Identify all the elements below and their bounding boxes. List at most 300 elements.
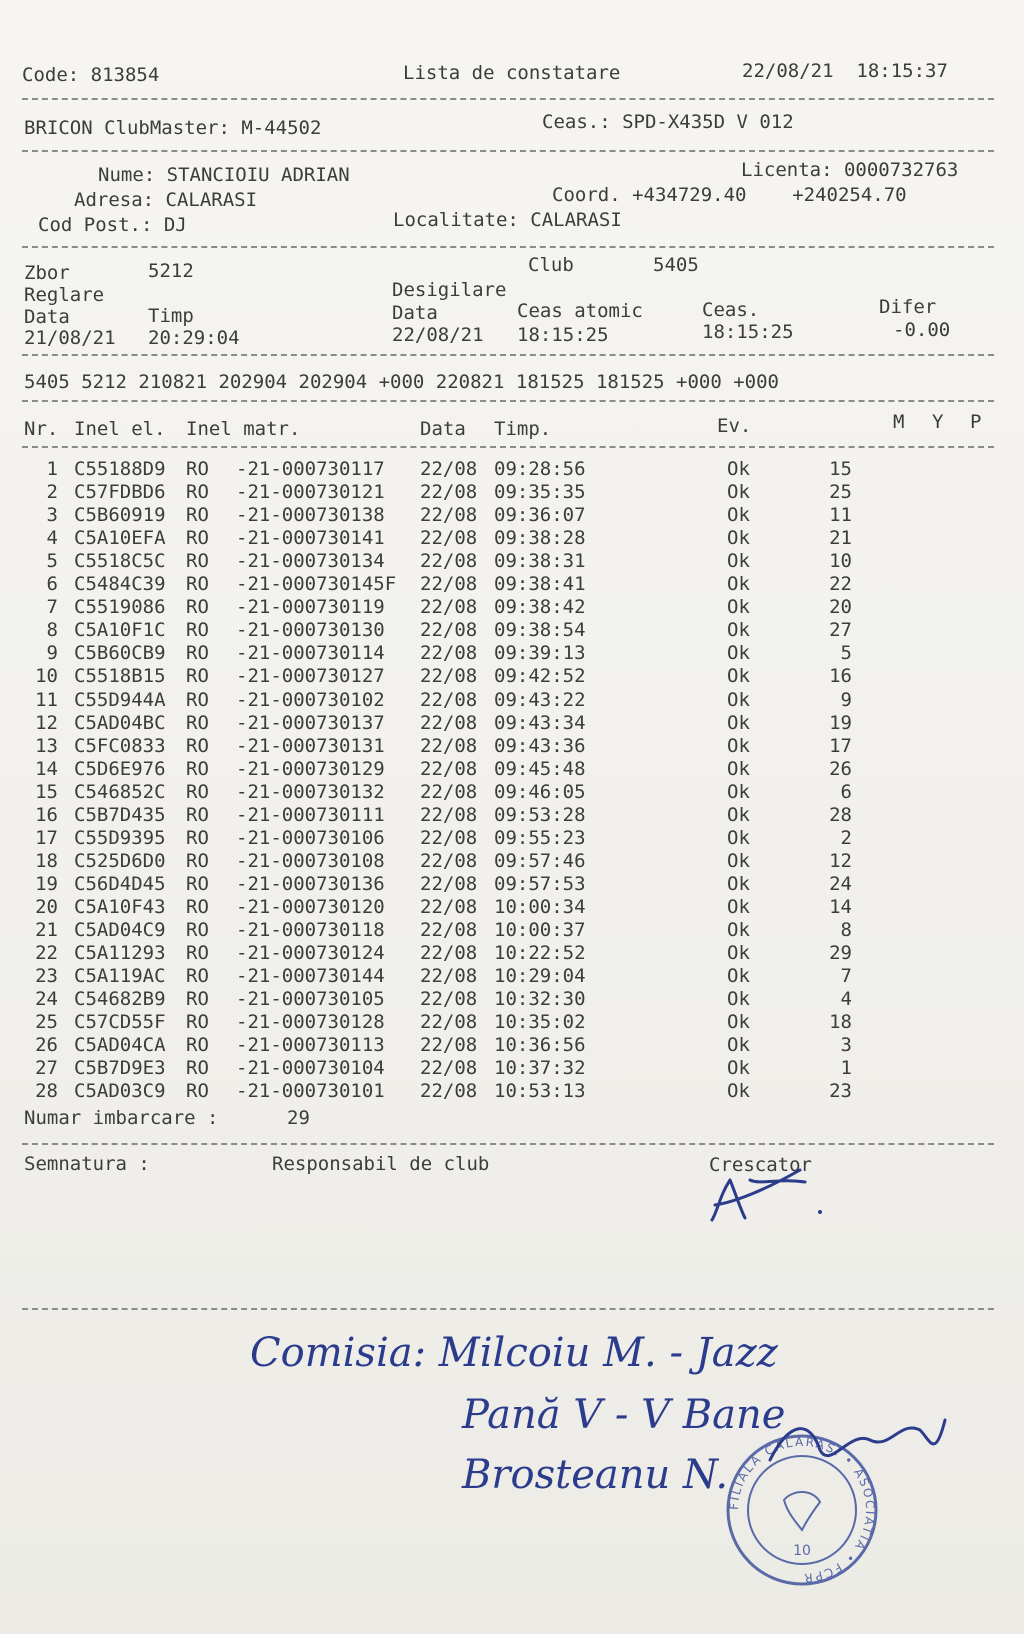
ring-number: -21-000730138 (236, 504, 385, 527)
country-code: RO (186, 619, 209, 642)
arrival-date: 22/08 (420, 757, 478, 780)
electronic-ring: C5519086 (74, 596, 166, 619)
arrival-time: 09:42:52 (494, 665, 586, 688)
country-code: RO (186, 734, 209, 757)
electronic-ring: C5AD04CA (74, 1034, 166, 1057)
breeder-label: Crescator (709, 1154, 812, 1176)
arrival-time: 10:29:04 (494, 965, 586, 988)
position: 11 (829, 504, 852, 527)
arrival-date: 22/08 (420, 573, 478, 596)
desigilare-label: Desigilare (392, 279, 507, 301)
row-number: 20 (35, 895, 58, 918)
arrival-time: 09:38:42 (494, 596, 586, 619)
country-code: RO (186, 988, 209, 1011)
breeder-signature-icon (690, 1160, 830, 1230)
country-code: RO (186, 965, 209, 988)
arrival-date: 22/08 (420, 527, 478, 550)
position: 1 (840, 1057, 852, 1080)
ring-number: -21-000730117 (236, 458, 385, 480)
receipt-title: Lista de constatare (403, 62, 621, 84)
arrival-time: 09:36:07 (494, 504, 586, 527)
arrival-date: 22/08 (420, 942, 478, 965)
reglare-date: 21/08/21 (24, 327, 116, 349)
commission-line-2: Pană V - V Bane (462, 1392, 786, 1438)
table-row (0, 873, 1024, 896)
event-status: Ok (727, 849, 750, 872)
country-code: RO (186, 504, 209, 527)
arrival-date: 22/08 (420, 504, 478, 527)
electronic-ring: C5A10F43 (74, 895, 166, 918)
ring-number: -21-000730106 (236, 826, 385, 849)
country-code: RO (186, 1034, 209, 1057)
position: 10 (829, 550, 852, 573)
position: 19 (829, 711, 852, 734)
arrival-date: 22/08 (420, 826, 478, 849)
arrival-date: 22/08 (420, 711, 478, 734)
col-nr: Nr. (24, 418, 59, 440)
receipt-code: Code: 813854 (22, 64, 160, 86)
electronic-ring: C5A119AC (74, 965, 166, 988)
arrival-date: 22/08 (420, 665, 478, 688)
electronic-ring: C5518C5C (74, 550, 166, 573)
position: 8 (840, 919, 852, 941)
ring-number: -21-000730134 (236, 550, 385, 573)
ring-number: -21-000730104 (236, 1057, 385, 1080)
row-number: 17 (35, 826, 58, 849)
atomic-clock-label: Ceas atomic (517, 300, 643, 322)
position: 25 (829, 481, 852, 504)
divider (22, 354, 994, 356)
row-number: 12 (35, 711, 58, 734)
col-m: M (893, 411, 905, 433)
ring-number: -21-000730124 (236, 942, 385, 965)
signature-label: Semnatura : (24, 1153, 150, 1175)
row-number: 11 (35, 688, 58, 711)
clock-id: Ceas.: SPD-X435D V 012 (542, 111, 794, 133)
ring-number: -21-000730132 (236, 780, 385, 803)
electronic-ring: C525D6D0 (74, 849, 166, 872)
col-p: P (970, 411, 982, 433)
table-row (0, 573, 1024, 596)
position: 9 (840, 688, 852, 711)
col-inel-matr: Inel matr. (186, 418, 301, 440)
position: 27 (829, 619, 852, 642)
ring-number: -21-000730136 (236, 872, 385, 895)
table-row (0, 896, 1024, 919)
row-number: 1 (46, 458, 58, 480)
arrival-time: 09:53:28 (494, 803, 586, 826)
country-code: RO (186, 1011, 209, 1034)
electronic-ring: C5B7D9E3 (74, 1057, 166, 1080)
ring-number: -21-000730130 (236, 619, 385, 642)
arrival-time: 09:45:48 (494, 757, 586, 780)
table-row (0, 481, 1024, 504)
device-id: BRICON ClubMaster: M-44502 (24, 117, 322, 139)
arrival-time: 10:00:34 (494, 895, 586, 918)
row-number: 16 (35, 803, 58, 826)
table-row (0, 689, 1024, 712)
embark-count: 29 (287, 1107, 310, 1129)
event-status: Ok (727, 665, 750, 688)
electronic-ring: C5B60CB9 (74, 642, 166, 665)
electronic-ring: C54682B9 (74, 988, 166, 1011)
ring-number: -21-000730118 (236, 919, 385, 941)
country-code: RO (186, 1057, 209, 1080)
electronic-ring: C5A10F1C (74, 619, 166, 642)
member-name: Nume: STANCIOIU ADRIAN (98, 164, 350, 186)
svg-text:10: 10 (793, 1543, 811, 1559)
arrival-time: 10:32:30 (494, 988, 586, 1011)
embark-label: Numar imbarcare : (24, 1107, 219, 1129)
row-number: 14 (35, 757, 58, 780)
arrival-date: 22/08 (420, 481, 478, 504)
table-row (0, 665, 1024, 688)
country-code: RO (186, 803, 209, 826)
row-number: 5 (46, 550, 58, 573)
commission-line-1: Comisia: Milcoiu M. - Jazz (250, 1330, 778, 1376)
ring-number: -21-000730129 (236, 757, 385, 780)
electronic-ring: C57FDBD6 (74, 481, 166, 504)
event-status: Ok (727, 734, 750, 757)
table-row (0, 712, 1024, 735)
code-line: 5405 5212 210821 202904 202904 +000 220821 181525 181525 +000 +000 (24, 371, 779, 393)
position: 15 (829, 458, 852, 480)
country-code: RO (186, 642, 209, 665)
table-row (0, 458, 1024, 481)
table-row (0, 735, 1024, 758)
ring-number: -21-000730111 (236, 803, 385, 826)
country-code: RO (186, 573, 209, 596)
arrival-time: 09:43:36 (494, 734, 586, 757)
event-status: Ok (727, 1034, 750, 1057)
electronic-ring: C5AD04BC (74, 711, 166, 734)
country-code: RO (186, 895, 209, 918)
arrival-time: 10:36:56 (494, 1034, 586, 1057)
row-number: 22 (35, 942, 58, 965)
event-status: Ok (727, 619, 750, 642)
country-code: RO (186, 711, 209, 734)
electronic-ring: C5B7D435 (74, 803, 166, 826)
country-code: RO (186, 942, 209, 965)
position: 23 (829, 1080, 852, 1103)
club-label: Club (528, 254, 574, 276)
position: 16 (829, 665, 852, 688)
arrival-date: 22/08 (420, 872, 478, 895)
position: 3 (840, 1034, 852, 1057)
difference-value: -0.00 (893, 319, 951, 341)
divider (22, 1308, 994, 1310)
electronic-ring: C56D4D45 (74, 872, 166, 895)
arrival-date: 22/08 (420, 919, 478, 941)
row-number: 27 (35, 1057, 58, 1080)
ring-number: -21-000730101 (236, 1080, 385, 1103)
event-status: Ok (727, 919, 750, 941)
desigilare-date-label: Data (392, 302, 438, 324)
position: 5 (840, 642, 852, 665)
arrival-date: 22/08 (420, 734, 478, 757)
country-code: RO (186, 849, 209, 872)
arrival-date: 22/08 (420, 965, 478, 988)
table-row (0, 758, 1024, 781)
table-row (0, 988, 1024, 1011)
ring-number: -21-000730108 (236, 849, 385, 872)
electronic-ring: C5AD04C9 (74, 919, 166, 941)
table-row (0, 1080, 1024, 1103)
arrival-time: 09:57:46 (494, 849, 586, 872)
event-status: Ok (727, 826, 750, 849)
arrival-time: 10:53:13 (494, 1080, 586, 1103)
arrival-time: 09:57:53 (494, 872, 586, 895)
position: 29 (829, 942, 852, 965)
event-status: Ok (727, 596, 750, 619)
country-code: RO (186, 780, 209, 803)
event-status: Ok (727, 550, 750, 573)
arrival-time: 09:39:13 (494, 642, 586, 665)
ring-number: -21-000730144 (236, 965, 385, 988)
row-number: 19 (35, 872, 58, 895)
row-number: 21 (35, 919, 58, 941)
row-number: 9 (46, 642, 58, 665)
event-status: Ok (727, 573, 750, 596)
arrival-date: 22/08 (420, 1080, 478, 1103)
arrival-date: 22/08 (420, 803, 478, 826)
event-status: Ok (727, 942, 750, 965)
table-row (0, 919, 1024, 942)
arrival-date: 22/08 (420, 849, 478, 872)
country-code: RO (186, 481, 209, 504)
country-code: RO (186, 596, 209, 619)
row-number: 10 (35, 665, 58, 688)
row-number: 4 (46, 527, 58, 550)
country-code: RO (186, 688, 209, 711)
arrival-time: 09:38:31 (494, 550, 586, 573)
arrival-date: 22/08 (420, 596, 478, 619)
col-y: Y (932, 411, 944, 433)
country-code: RO (186, 665, 209, 688)
arrival-date: 22/08 (420, 642, 478, 665)
position: 7 (840, 965, 852, 988)
position: 28 (829, 803, 852, 826)
electronic-ring: C55D944A (74, 688, 166, 711)
club-responsible-label: Responsabil de club (272, 1153, 490, 1175)
row-number: 6 (46, 573, 58, 596)
arrival-date: 22/08 (420, 895, 478, 918)
position: 18 (829, 1011, 852, 1034)
event-status: Ok (727, 504, 750, 527)
row-number: 24 (35, 988, 58, 1011)
arrival-time: 09:38:54 (494, 619, 586, 642)
electronic-ring: C5D6E976 (74, 757, 166, 780)
electronic-ring: C5AD03C9 (74, 1080, 166, 1103)
table-row (0, 596, 1024, 619)
table-row (0, 827, 1024, 850)
event-status: Ok (727, 895, 750, 918)
arrival-time: 09:35:35 (494, 481, 586, 504)
country-code: RO (186, 826, 209, 849)
arrival-time: 09:43:34 (494, 711, 586, 734)
col-inel-el: Inel el. (74, 418, 166, 440)
country-code: RO (186, 919, 209, 941)
row-number: 23 (35, 965, 58, 988)
row-number: 25 (35, 1011, 58, 1034)
svg-text:FILIALA CALARASI • ASOCIATIA •: FILIALA CALARASI • ASOCIATIA • FCPR (726, 1434, 878, 1586)
table-row (0, 804, 1024, 827)
divider (22, 400, 994, 402)
desigilare-atomic: 18:15:25 (517, 324, 609, 346)
ring-number: -21-000730113 (236, 1034, 385, 1057)
position: 4 (840, 988, 852, 1011)
position: 22 (829, 573, 852, 596)
event-status: Ok (727, 711, 750, 734)
table-row (0, 1034, 1024, 1057)
event-status: Ok (727, 1011, 750, 1034)
table-row (0, 504, 1024, 527)
divider (22, 1143, 994, 1145)
electronic-ring: C5B60919 (74, 504, 166, 527)
arrival-time: 09:55:23 (494, 826, 586, 849)
row-number: 13 (35, 734, 58, 757)
ring-number: -21-000730127 (236, 665, 385, 688)
difference-label: Difer (879, 296, 937, 318)
desigilare-clock: 18:15:25 (702, 321, 794, 343)
ring-number: -21-000730119 (236, 596, 385, 619)
electronic-ring: C55D9395 (74, 826, 166, 849)
ring-number: -21-000730105 (236, 988, 385, 1011)
country-code: RO (186, 757, 209, 780)
event-status: Ok (727, 688, 750, 711)
clock-label: Ceas. (702, 299, 760, 321)
divider (22, 98, 994, 100)
event-status: Ok (727, 988, 750, 1011)
position: 14 (829, 895, 852, 918)
event-status: Ok (727, 1080, 750, 1103)
reglare-label: Reglare (24, 284, 105, 306)
position: 2 (840, 826, 852, 849)
arrival-time: 10:00:37 (494, 919, 586, 941)
event-status: Ok (727, 481, 750, 504)
member-coordinates: Coord. +434729.40 +240254.70 (552, 184, 907, 206)
event-status: Ok (727, 1057, 750, 1080)
table-row (0, 550, 1024, 573)
row-number: 15 (35, 780, 58, 803)
row-number: 28 (35, 1080, 58, 1103)
event-status: Ok (727, 872, 750, 895)
row-number: 8 (46, 619, 58, 642)
ring-number: -21-000730141 (236, 527, 385, 550)
electronic-ring: C57CD55F (74, 1011, 166, 1034)
position: 21 (829, 527, 852, 550)
position: 6 (840, 780, 852, 803)
arrival-time: 09:38:28 (494, 527, 586, 550)
reglare-date-label: Data (24, 306, 70, 328)
event-status: Ok (727, 458, 750, 480)
reglare-time: 20:29:04 (148, 327, 240, 349)
divider (22, 446, 994, 448)
position: 20 (829, 596, 852, 619)
desigilare-date: 22/08/21 (392, 324, 484, 346)
arrival-time: 09:46:05 (494, 780, 586, 803)
ring-number: -21-000730121 (236, 481, 385, 504)
member-locality: Localitate: CALARASI (393, 209, 622, 231)
divider (22, 246, 994, 248)
col-data: Data (420, 418, 466, 440)
table-row (0, 965, 1024, 988)
event-status: Ok (727, 803, 750, 826)
ring-number: -21-000730114 (236, 642, 385, 665)
arrival-date: 22/08 (420, 688, 478, 711)
arrival-date: 22/08 (420, 550, 478, 573)
electronic-ring: C5A10EFA (74, 527, 166, 550)
arrival-time: 09:43:22 (494, 688, 586, 711)
event-status: Ok (727, 780, 750, 803)
table-row (0, 1011, 1024, 1034)
position: 26 (829, 757, 852, 780)
arrival-date: 22/08 (420, 780, 478, 803)
country-code: RO (186, 550, 209, 573)
arrival-time: 10:37:32 (494, 1057, 586, 1080)
position: 17 (829, 734, 852, 757)
col-ev: Ev. (717, 415, 752, 437)
table-row (0, 1057, 1024, 1080)
arrival-date: 22/08 (420, 988, 478, 1011)
row-number: 26 (35, 1034, 58, 1057)
electronic-ring: C5A11293 (74, 942, 166, 965)
commission-line-3: Brosteanu N. (462, 1452, 729, 1498)
position: 24 (829, 872, 852, 895)
ring-number: -21-000730102 (236, 688, 385, 711)
reglare-time-label: Timp (148, 305, 194, 327)
arrival-date: 22/08 (420, 1057, 478, 1080)
arrival-date: 22/08 (420, 458, 478, 480)
row-number: 2 (46, 481, 58, 504)
arrival-date: 22/08 (420, 1011, 478, 1034)
arrival-time: 10:35:02 (494, 1011, 586, 1034)
electronic-ring: C546852C (74, 780, 166, 803)
event-status: Ok (727, 642, 750, 665)
electronic-ring: C5484C39 (74, 573, 166, 596)
table-row (0, 642, 1024, 665)
member-license: Licenta: 0000732763 (741, 159, 959, 181)
country-code: RO (186, 458, 209, 480)
country-code: RO (186, 527, 209, 550)
ring-number: -21-000730131 (236, 734, 385, 757)
event-status: Ok (727, 965, 750, 988)
arrival-time: 10:22:52 (494, 942, 586, 965)
ring-number: -21-000730120 (236, 895, 385, 918)
event-status: Ok (727, 527, 750, 550)
commission-signature-icon (760, 1400, 960, 1490)
ring-number: -21-000730128 (236, 1011, 385, 1034)
divider (22, 150, 994, 152)
flight-number: 5212 (148, 260, 194, 282)
row-number: 18 (35, 849, 58, 872)
electronic-ring: C5518B15 (74, 665, 166, 688)
ring-number: -21-000730145F (236, 573, 397, 596)
table-row (0, 850, 1024, 873)
arrival-date: 22/08 (420, 619, 478, 642)
col-timp: Timp. (494, 418, 552, 440)
row-number: 7 (46, 596, 58, 619)
table-row (0, 942, 1024, 965)
row-number: 3 (46, 504, 58, 527)
member-address: Adresa: CALARASI (74, 189, 258, 211)
ring-number: -21-000730137 (236, 711, 385, 734)
member-postcode: Cod Post.: DJ (38, 214, 187, 236)
receipt-datetime: 22/08/21 18:15:37 (742, 60, 948, 82)
club-number: 5405 (653, 254, 699, 276)
table-row (0, 527, 1024, 550)
arrival-time: 09:28:56 (494, 458, 586, 480)
